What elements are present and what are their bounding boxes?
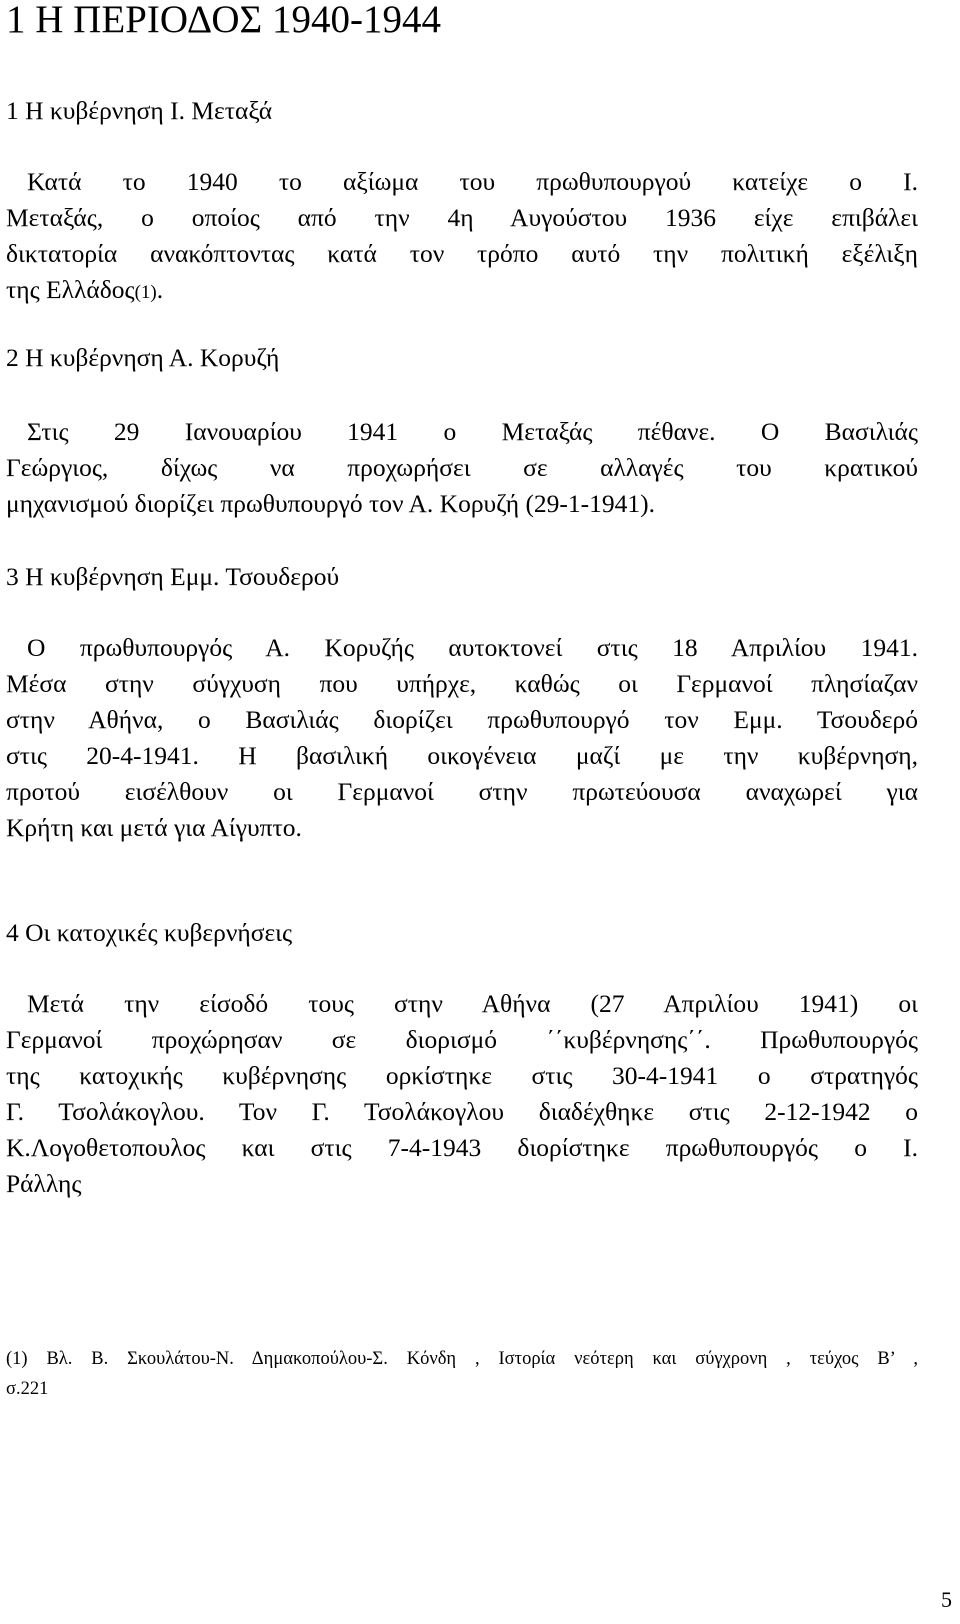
body-line: Μεταξάς, ο οποίος από την 4η Αυγούστου 1936 είχε επιβάλει	[6, 203, 918, 232]
section-heading-4: 4 Οι κατοχικές κυβερνήσεις	[6, 918, 293, 947]
body-line: Κατά το 1940 το αξίωμα του πρωθυπουργού κατείχε ο Ι.	[27, 167, 918, 196]
page-number: 5	[941, 1587, 952, 1612]
body-line: Μέσα στην σύγχυση που υπήρχε, καθώς οι Γερμανοί πλησίαζαν	[6, 669, 918, 698]
body-line: Ο πρωθυπουργός Α. Κορυζής αυτοκτονεί στις 18 Απριλίου 1941.	[27, 633, 918, 662]
section-heading-3: 3 Η κυβέρνηση Εμμ. Τσουδερού	[6, 562, 340, 591]
section-body-2	[6, 414, 918, 522]
body-line: Γεώργιος, δίχως να προχωρήσει σε αλλαγές του κρατικού	[6, 453, 918, 482]
body-line: Γ. Τσολάκογλου. Τον Γ. Τσολάκογλου διαδέχθηκε στις 2-12-1942 ο	[6, 1097, 918, 1126]
section-body-1	[6, 164, 918, 308]
body-line: στις 20-4-1941. Η βασιλική οικογένεια μαζί με την κυβέρνηση,	[6, 741, 918, 770]
body-line: στην Αθήνα, ο Βασιλιάς διορίζει πρωθυπουργό τον Εμμ. Τσουδερό	[6, 705, 918, 734]
body-line: προτού εισέλθουν οι Γερμανοί στην πρωτεύουσα αναχωρεί για	[6, 777, 918, 806]
body-line: Μετά την είσοδό τους στην Αθήνα (27 Απριλίου 1941) οι	[27, 989, 918, 1018]
footnote-line: σ.221	[6, 1379, 49, 1399]
section-body-3	[6, 630, 918, 846]
chapter-title: 1 Η ΠΕΡΙΟΔΟΣ 1940-1944	[6, 0, 441, 41]
footnote-reference: (1)	[134, 282, 157, 303]
body-line: μηχανισμού διορίζει πρωθυπουργό τον Α. Κορυζή (29-1-1941).	[6, 489, 656, 518]
body-line: Στις 29 Ιανουαρίου 1941 ο Μεταξάς πέθανε. Ο Βασιλιάς	[27, 417, 918, 446]
section-heading-1: 1 Η κυβέρνηση Ι. Μεταξά	[6, 96, 273, 125]
body-line: της κατοχικής κυβέρνησης ορκίστηκε στις 30-4-1941 ο στρατηγός	[6, 1061, 918, 1090]
body-line-text: της Ελλάδος	[6, 275, 135, 304]
section-body-4	[6, 986, 918, 1202]
body-line: Ράλλης	[6, 1169, 82, 1198]
body-line: Κ.Λογοθετοπουλος και στις 7-4-1943 διορίστηκε πρωθυπουργός ο Ι.	[6, 1133, 918, 1162]
body-line: Γερμανοί προχώρησαν σε διορισμό ΄΄κυβέρνησης΄΄. Πρωθυπουργός	[6, 1025, 918, 1054]
body-line: Κρήτη και μετά για Αίγυπτο.	[6, 813, 302, 842]
body-line-last	[6, 272, 918, 308]
footnote	[6, 1344, 918, 1404]
end-punctuation: .	[156, 275, 164, 304]
section-heading-2: 2 Η κυβέρνηση Α. Κορυζή	[6, 343, 280, 372]
body-line: δικτατορία ανακόπτοντας κατά τον τρόπο αυτό την πολιτική εξέλιξη	[6, 239, 918, 268]
footnote-line: (1) Βλ. Β. Σκουλάτου-Ν. Δημακοπούλου-Σ. Κόνδη , Ιστορία νεότερη και σύγχρονη , τεύχος Β’ ,	[6, 1349, 918, 1369]
